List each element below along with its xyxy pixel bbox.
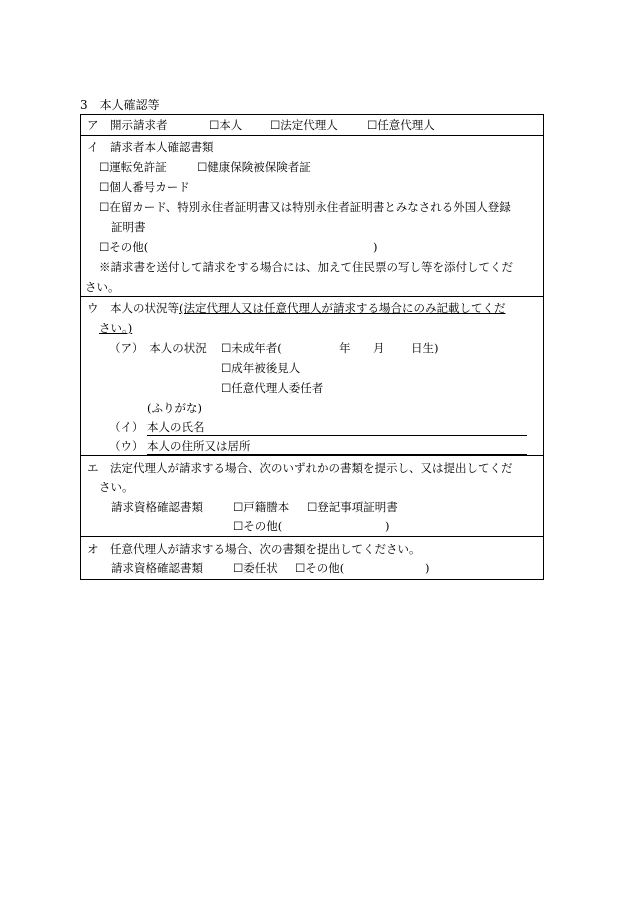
option-family-register[interactable]: ☐戸籍謄本 xyxy=(233,500,290,514)
name-input-line[interactable] xyxy=(147,435,527,436)
section-requester xyxy=(81,115,543,135)
option-power-of-attorney[interactable]: ☐委任状 xyxy=(233,561,278,575)
option-my-number-card[interactable]: ☐個人番号カード xyxy=(99,180,190,194)
address-label: 本人の住所又は居所 xyxy=(147,439,251,453)
option-adult-ward[interactable]: ☐成年被後見人 xyxy=(221,361,301,375)
mail-note: ※請求書を送付して請求をする場合には、加えて住民票の写し等を添付してくだ xyxy=(99,260,513,274)
legal-other-close: ) xyxy=(385,519,390,533)
status-label: （ア） 本人の状況 xyxy=(109,341,207,355)
option-voluntary-agent[interactable]: ☐任意代理人 xyxy=(367,118,435,132)
birth-year-label: 年 xyxy=(339,341,351,355)
section-principal-status xyxy=(81,296,543,455)
option-legal-other[interactable]: ☐その他( xyxy=(233,519,283,533)
principal-status-note-cont: さい。) xyxy=(99,321,133,335)
option-legal-agent[interactable]: ☐法定代理人 xyxy=(270,118,338,132)
mail-note-cont: さい。 xyxy=(85,280,120,294)
principal-status-prefix: ウ 本人の状況等 xyxy=(87,301,179,315)
option-minor[interactable]: ☐未成年者( xyxy=(221,341,282,355)
option-voluntary-other[interactable]: ☐その他( xyxy=(295,561,345,575)
identity-confirmation-form xyxy=(80,114,544,580)
birth-day-label: 日生) xyxy=(411,341,439,355)
requester-label: ア 開示請求者 xyxy=(87,118,168,132)
furigana-label: (ふりがな) xyxy=(147,401,202,415)
option-other-id[interactable]: ☐その他( xyxy=(99,240,149,254)
principal-status-note: (法定代理人又は任意代理人が請求する場合にのみ記載してくだ xyxy=(179,301,506,315)
section-id-documents xyxy=(81,135,543,296)
voluntary-agent-doc-label: 請求資格確認書類 xyxy=(111,561,203,575)
name-label: 本人の氏名 xyxy=(147,420,205,434)
residence-card-cont: 証明書 xyxy=(111,220,146,234)
option-delegator[interactable]: ☐任意代理人委任者 xyxy=(221,381,324,395)
option-residence-card[interactable]: ☐在留カード、特別永住者証明書又は特別永住者証明書とみなされる外国人登録 xyxy=(99,200,511,214)
voluntary-agent-instruction: オ 任意代理人が請求する場合、次の書類を提出してください。 xyxy=(87,542,421,556)
legal-agent-doc-label: 請求資格確認書類 xyxy=(111,500,203,514)
legal-agent-instruction: エ 法定代理人が請求する場合、次のいずれかの書類を提示し、又は提出してくだ xyxy=(87,461,513,475)
section-voluntary-agent-docs xyxy=(81,536,543,579)
section-legal-agent-docs xyxy=(81,455,543,536)
address-number: （ウ） xyxy=(109,439,144,453)
option-health-insurance[interactable]: ☐健康保険被保険者証 xyxy=(197,160,311,174)
option-registry-certificate[interactable]: ☐登記事項証明書 xyxy=(307,500,398,514)
section-heading: 3 本人確認等 xyxy=(80,98,160,112)
birth-month-label: 月 xyxy=(373,341,385,355)
option-drivers-license[interactable]: ☐運転免許証 xyxy=(99,160,167,174)
name-number: （イ） xyxy=(109,420,144,434)
principal-status-title xyxy=(87,301,505,315)
voluntary-other-close: ) xyxy=(425,561,430,575)
id-documents-title: イ 請求者本人確認書類 xyxy=(87,140,214,154)
legal-agent-instruction-cont: さい。 xyxy=(99,480,134,494)
option-self[interactable]: ☐本人 xyxy=(209,118,243,132)
other-id-close: ) xyxy=(373,240,378,254)
